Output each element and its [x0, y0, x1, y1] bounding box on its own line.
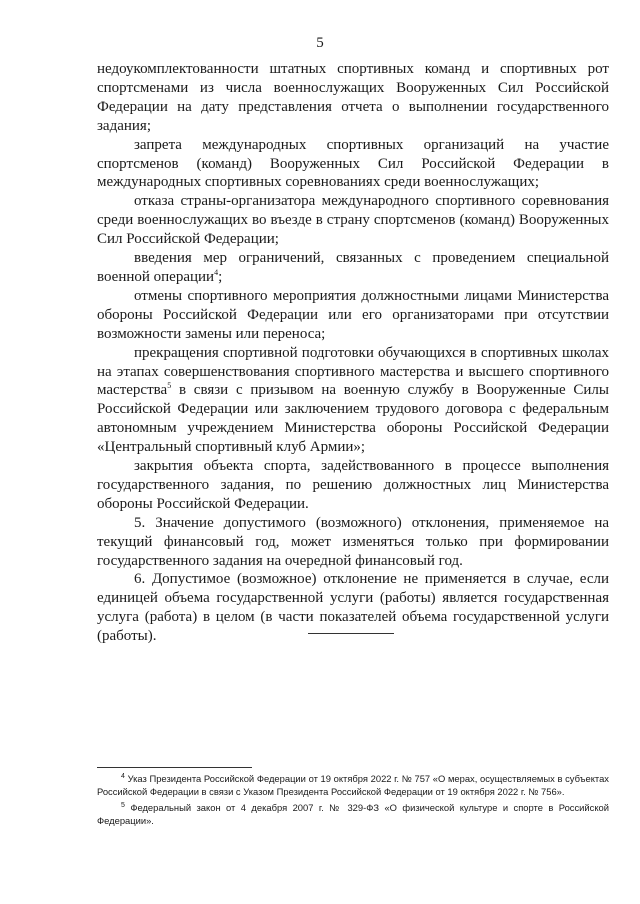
paragraph-9	[97, 570, 609, 646]
paragraph-text: недоукомплектованности штатных спортивных команд и спортивных рот спортсменами из числа военнослужащих Вооруженных Сил Российской Федерации на дату представления отчета о выполнении государственного задания;	[97, 61, 609, 134]
paragraph-text: прекращения спортивной подготовки обучающихся в спортивных школах на этапах совершенствования спортивного мастерства и высшего спортивного мастерства	[97, 344, 609, 399]
paragraph-5	[97, 287, 609, 344]
footnote-text: Федеральный закон от 4 декабря 2007 г. № 329-ФЗ «О физической культуре и спорте в Российской Федерации».	[97, 802, 609, 826]
document-body	[97, 60, 609, 646]
paragraph-text: отказа страны-организатора международного спортивного соревнования среди военнослужащих во въезде в страну спортсменов (команд) Вооруженных Сил Российской Федерации;	[97, 193, 609, 248]
footnote-4	[97, 772, 609, 798]
paragraph-text: закрытия объекта спорта, задействованного в процессе выполнения государственного задания, по решению должностных лиц Министерства обороны Российской Федерации.	[97, 458, 609, 512]
paragraph-8	[97, 514, 609, 571]
paragraph-text: введения мер ограничений, связанных с проведением специальной военной операции	[97, 250, 609, 285]
footnote-divider	[97, 767, 252, 768]
section-divider	[308, 633, 394, 634]
footnote-ref-4[interactable]: 4	[214, 267, 219, 277]
footnote-mark: 4	[121, 772, 125, 780]
paragraph-text: отмены спортивного мероприятия должностными лицами Министерства обороны Российской Федерации или его организаторами при отсутствии возможности замены или переноса;	[97, 287, 609, 342]
footnote-ref-5[interactable]: 5	[167, 381, 172, 391]
footnotes	[97, 772, 609, 830]
paragraph-text-tail: в связи с призывом на военную службу в Вооруженные Силы Российской Федерации или заключением трудового договора с федеральным автономным учреждением Министерства обороны Российской Федерации «Центральный спортивный клуб Армии»;	[97, 382, 609, 456]
paragraph-text: 5. Значение допустимого (возможного) отклонения, применяемое на текущий финансовый год, может изменяться только при формировании государственного задания на очередной финансовый год.	[97, 514, 609, 569]
page-number: 5	[316, 35, 324, 51]
footnote-5	[97, 801, 609, 827]
paragraph-text: запрета международных спортивных организаций на участие спортсменов (команд) Вооруженных Сил Российской Федерации в международных спортивных соревнованиях среди военнослужащих;	[97, 136, 609, 191]
paragraph-7	[97, 457, 609, 514]
paragraph-4	[97, 249, 609, 287]
paragraph-2	[97, 136, 609, 193]
paragraph-6	[97, 344, 609, 457]
paragraph-1	[97, 60, 609, 136]
paragraph-text-tail: ;	[218, 268, 223, 285]
paragraph-text: 6. Допустимое (возможное) отклонение не применяется в случае, если единицей объема государственной услуги (работы) является государственная услуга (работа) в целом (в части показателей объема государственной услуги (работы).	[97, 571, 609, 645]
paragraph-3	[97, 192, 609, 249]
footnote-mark: 5	[121, 801, 125, 809]
footnote-text: Указ Президента Российской Федерации от 19 октября 2022 г. № 757 «О мерах, осуществляемых в субъектах Российской Федерации в связи с Указом Президента Российской Федерации от 19 октября 2022 г. № 756».	[97, 773, 609, 797]
